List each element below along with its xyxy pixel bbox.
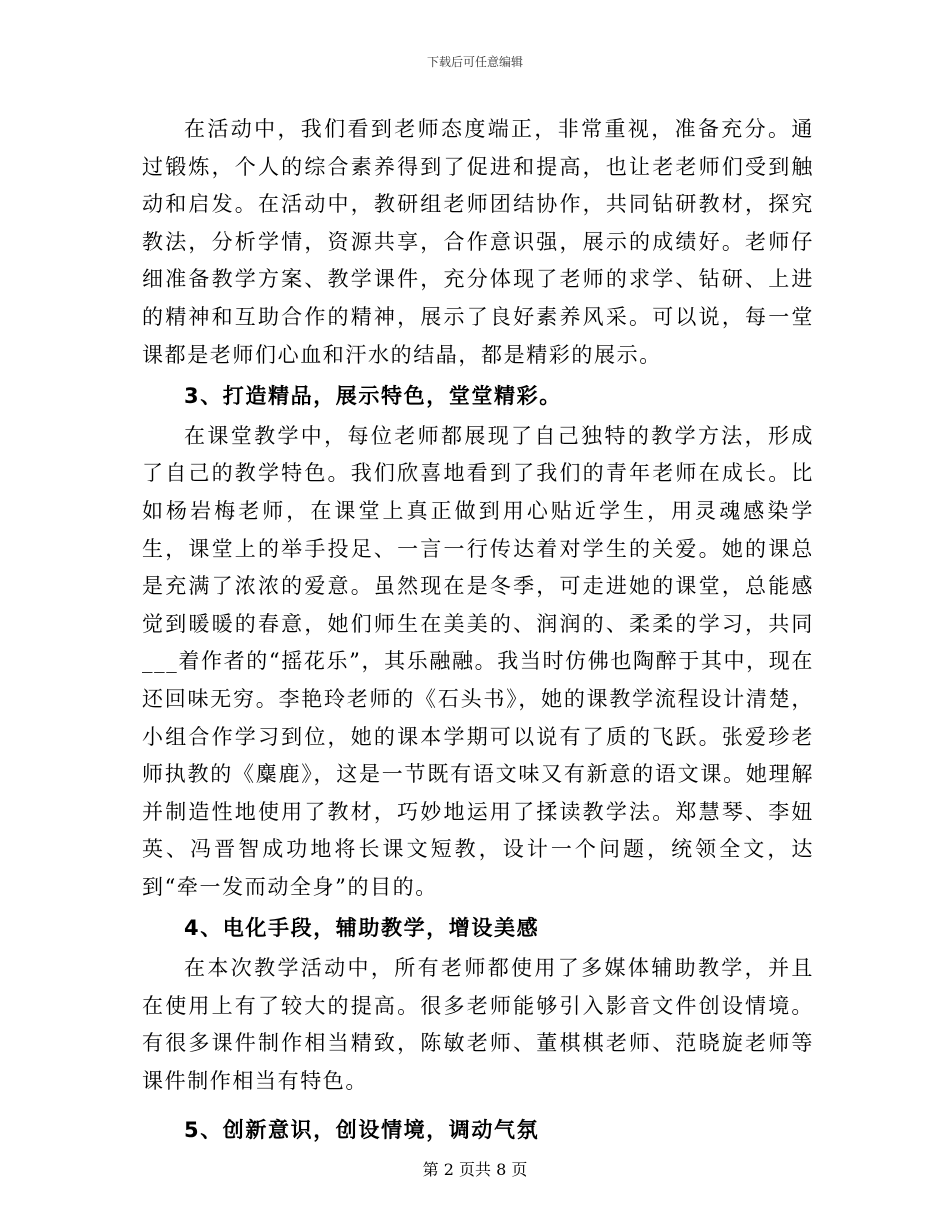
- section-heading-3: 3、打造精品，展示特色，堂堂精彩。: [184, 384, 562, 409]
- section-heading-5: 5、创新意识，创设情境，调动气氛: [184, 1118, 540, 1143]
- paragraph-teaching-features: 在课堂教学中，每位老师都展现了自己独特的教学方法，形成了自己的教学特色。我们欣喜地看到了我们的青年老师在成长。比如杨岩梅老师，在课堂上真正做到用心贴近学生，用灵魂感染学生，课堂上的举手投足、一言一行传达着对学生的关爱。她的课总是充满了浓浓的爱意。虽然现在是冬季，可走进她的课堂，总能感觉到暖暖的春意，她们师生在美美的、润润的、柔柔的学习，共同___着作者的“摇花乐”，其乐融融。我当时仿佛也陶醉于其中，现在还回味无穷。李艳玲老师的《石头书》，她的课教学流程设计清楚，小组合作学习到位，她的课本学期可以说有了质的飞跃。张爱珍老师执教的《麋鹿》，这是一节既有语文味又有新意的语文课。她理解并制造性地使用了教材，巧妙地运用了揉读教学法。郑慧琴、李妞英、冯晋智成功地将长课文短教，设计一个问题，统领全文，达到“牵一发而动全身”的目的。: [142, 423, 814, 899]
- document-body: [142, 111, 814, 1150]
- page-footer: 第 2 页共 8 页: [422, 1160, 528, 1179]
- paragraph-activity-summary: 在活动中，我们看到老师态度端正，非常重视，准备充分。通过锻炼，个人的综合素养得到了促进和提高，也让老老师们受到触动和启发。在活动中，教研组老师团结协作，共同钻研教材，探究教法，分析学情，资源共享，合作意识强，展示的成绩好。老师仔细准备教学方案、教学课件，充分体现了老师的求学、钻研、上进的精神和互助合作的精神，展示了良好素养风采。可以说，每一堂课都是老师们心血和汗水的结晶，都是精彩的展示。: [142, 117, 814, 367]
- page-header: 下载后可任意编辑: [426, 55, 523, 69]
- section-heading-4: 4、电化手段，辅助教学，增设美感: [184, 916, 540, 941]
- paragraph-multimedia: 在本次教学活动中，所有老师都使用了多媒体辅助教学，并且在使用上有了较大的提高。很多老师能够引入影音文件创设情境。有很多课件制作相当精致，陈敏老师、董棋棋老师、范晓旋老师等课件制作相当有特色。: [142, 956, 814, 1093]
